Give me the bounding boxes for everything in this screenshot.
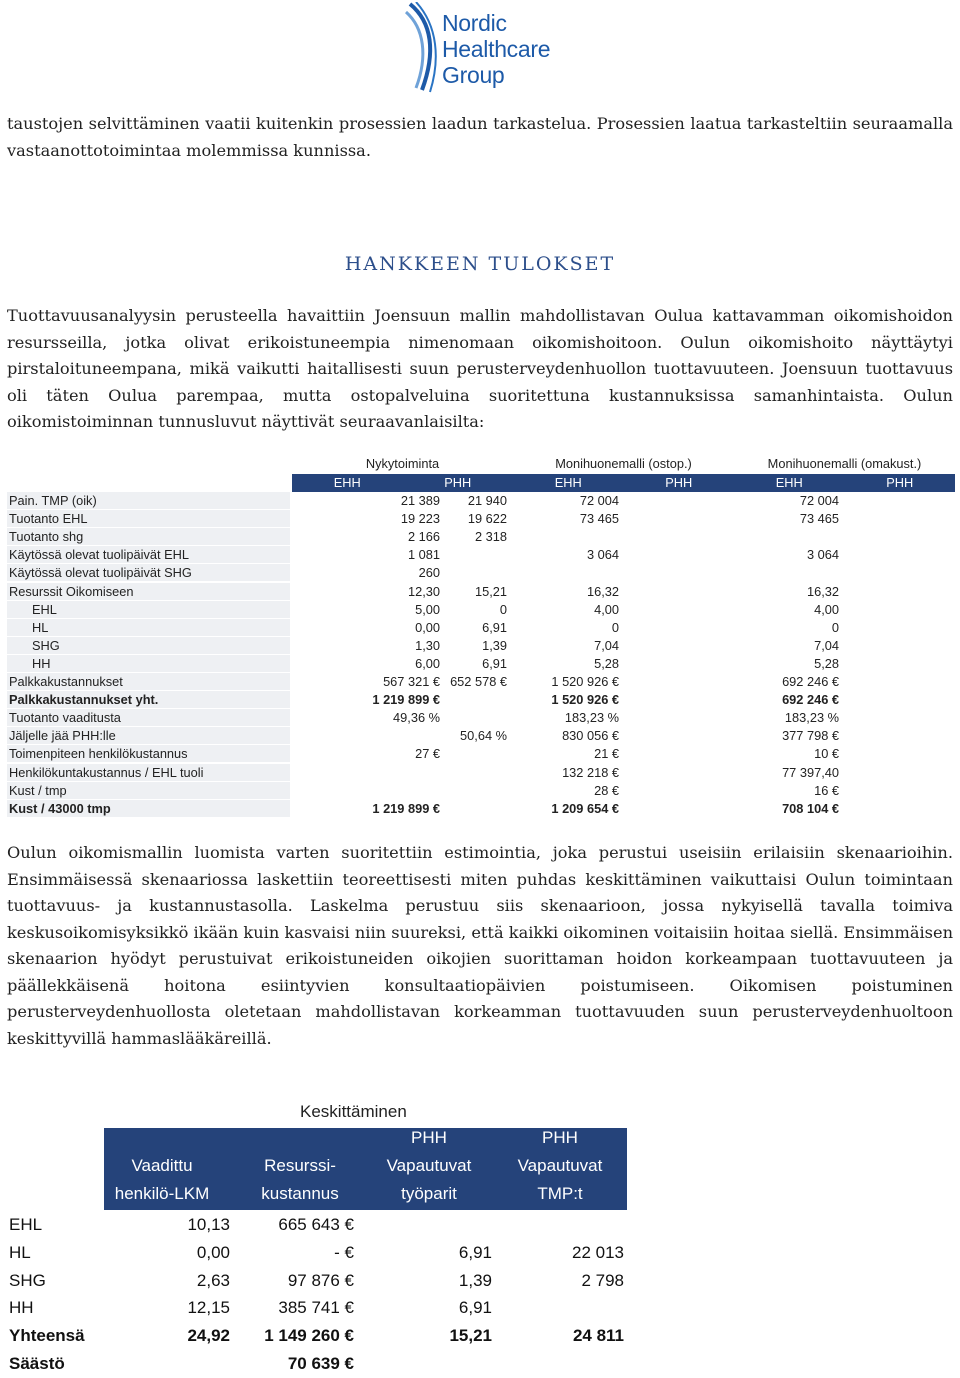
table-cell: 15,21 — [474, 583, 507, 599]
table-row — [7, 655, 955, 673]
table-cell: 10 € — [814, 746, 839, 762]
table-cell: 3 064 — [806, 547, 839, 563]
row-label: Toimenpiteen henkilökustannus — [7, 745, 290, 762]
table-cell: 0 — [499, 601, 507, 617]
table-row — [7, 564, 955, 582]
table-cell: 50,64 % — [460, 728, 507, 744]
table-cell: 2 166 — [407, 529, 440, 545]
header-line: Resurssi- — [264, 1156, 336, 1175]
table-cell: 21 389 — [400, 493, 440, 508]
table-cell: 19 223 — [400, 511, 440, 527]
table-cell: 385 741 € — [278, 1298, 354, 1318]
table-cell: 73 465 — [799, 511, 839, 527]
row-label: Pain. TMP (oik) — [7, 492, 290, 509]
intro-paragraph: taustojen selvittäminen vaatii kuitenkin prosessien laadun tarkastelua. Prosessien laatua tarkasteltiin seuraamalla vastaanottotoimintaa molemmissa kunnissa. — [7, 114, 953, 160]
table-cell: 1 520 926 € — [551, 674, 619, 689]
table-cell: 0,00 — [196, 1242, 230, 1262]
table-row — [7, 1211, 627, 1239]
header-line: Vapautuvat — [517, 1156, 603, 1175]
table-cell: 28 € — [594, 782, 619, 798]
table-cell: 5,28 — [594, 655, 619, 671]
table-row — [7, 800, 955, 818]
table-row — [7, 637, 955, 655]
row-label: Resurssit Oikomiseen — [7, 583, 290, 600]
header-required-staff — [104, 1152, 220, 1208]
row-label: SHG — [7, 637, 290, 654]
row-label: Jäljelle jää PHH:lle — [7, 727, 290, 744]
table-row — [7, 727, 955, 745]
table-cell: 49,36 % — [393, 710, 440, 726]
table-row — [7, 691, 955, 709]
subheader-cell: EHH — [333, 475, 361, 490]
group-header-current: Nykytoiminta — [365, 456, 440, 471]
table-cell: 15,21 — [449, 1326, 492, 1346]
row-label: HL — [9, 1242, 31, 1262]
table-cell: 1,39 — [482, 637, 507, 653]
header-line: PHH — [542, 1128, 578, 1147]
table-cell: 1,30 — [415, 637, 440, 653]
table-cell: 5,28 — [814, 655, 839, 671]
table-cell: 72 004 — [579, 493, 619, 508]
table-cell: 1 081 — [407, 547, 440, 563]
header-line: PHH — [411, 1128, 447, 1147]
header-line: kustannus — [261, 1184, 339, 1203]
table-cell: 7,04 — [594, 637, 619, 653]
table-cell: 21 940 — [467, 493, 507, 508]
table-cell: 6,91 — [482, 655, 507, 671]
table-cell: 5,00 — [415, 601, 440, 617]
table-cell: 652 578 € — [450, 674, 507, 689]
table-row — [7, 764, 955, 782]
subheader-cell: PHH — [665, 475, 693, 490]
subheader-row — [292, 474, 955, 492]
header-freed-pairs — [370, 1124, 488, 1208]
header-resource-cost — [240, 1152, 360, 1208]
logo-text — [442, 10, 550, 88]
row-label: HH — [9, 1298, 34, 1318]
scenario-paragraph: Oulun oikomismallin luomista varten suoritettiin estimointia, joka perustui useisiin erilaisiin skenaarioihin. Ensimmäisessä skenaariossa laskettiin teoreettisesti miten puhdas keskittäminen vaikuttaisi Oulun toimintaan tuottavuus- ja kustannustasolla. Laskelma perustuu siis skenaarioon, jossa nykyisellä tavalla toimiva keskusoikomisyksikkö ikään kuin kasvaisi niin suureksi, että kaikki oikominen voitaisiin hoitaa siellä. Ensimmäisen skenaarion hyödyt perustuivat erikoistuneiden oikojien suorittaman hoidon korkeampaan tuottavuuteen ja päällekkäisenä hoitona esiintyvien konsultaatiopäivien poistumiseen. Oikomisen poistuminen perusterveydenhuollosta oletetaan mahdollistavan korkeamman tuottavuuden suun perusterveydenhuoltoon keskittyvillä hammaslääkäreillä. — [7, 843, 953, 1048]
group-header-multiroom-purchase: Monihuonemalli (ostop.) — [555, 456, 692, 471]
table-row — [7, 492, 955, 510]
subheader-cell: PHH — [886, 475, 914, 490]
row-label: HL — [7, 619, 290, 636]
row-label: Tuotanto shg — [7, 528, 290, 545]
header-line: henkilö-LKM — [114, 1184, 210, 1203]
row-label: Säästö — [9, 1354, 65, 1373]
subheader-cell: PHH — [444, 475, 472, 490]
table-cell: 183,23 % — [784, 710, 839, 726]
table-cell: 692 246 € — [782, 674, 839, 689]
table-cell: 19 622 — [467, 511, 507, 527]
table-cell: 77 397,40 — [782, 764, 839, 780]
table-cell: 0,00 — [415, 619, 440, 635]
table-cell: 377 798 € — [782, 728, 839, 744]
table-cell: 567 321 € — [383, 674, 440, 689]
header-line: Vaadittu — [131, 1156, 193, 1175]
table-row — [7, 601, 955, 619]
table-cell: 6,00 — [415, 655, 440, 671]
table-cell: 2,63 — [196, 1270, 230, 1290]
table-cell: 830 056 € — [562, 728, 619, 744]
table-cell: 7,04 — [814, 637, 839, 653]
table-cell: 1 219 899 € — [372, 692, 440, 708]
table-row — [7, 510, 955, 528]
table-cell: 1 149 260 € — [264, 1326, 354, 1346]
table-cell: 3 064 — [586, 547, 619, 563]
table-cell: 24 811 — [572, 1326, 624, 1346]
row-label: EHL — [7, 601, 290, 618]
table-cell: 16,32 — [806, 583, 839, 599]
table-row — [7, 1294, 627, 1322]
table-cell: 665 643 € — [278, 1215, 354, 1234]
table-cell: 10,13 — [187, 1215, 230, 1234]
table-row — [7, 528, 955, 546]
table-row — [7, 782, 955, 800]
header-line: työparit — [401, 1184, 457, 1203]
table-cell: 27 € — [415, 746, 440, 762]
row-label: Käytössä olevat tuolipäivät EHL — [7, 546, 290, 563]
table-cell: 6,91 — [482, 619, 507, 635]
row-label: Tuotanto vaaditusta — [7, 709, 290, 726]
table-cell: 16,32 — [586, 583, 619, 599]
table-row — [7, 745, 955, 763]
table-cell: 708 104 € — [782, 800, 839, 816]
row-label: Kust / tmp — [7, 782, 290, 799]
row-label: Kust / 43000 tmp — [7, 800, 290, 817]
table-row — [7, 619, 955, 637]
table-cell: 1 219 899 € — [372, 800, 440, 816]
header-line: TMP:t — [537, 1184, 583, 1203]
table-row — [7, 673, 955, 691]
table-row — [7, 1322, 627, 1350]
table-cell: 6,91 — [458, 1298, 492, 1318]
subheader-cell: EHH — [775, 475, 803, 490]
table-cell: 72 004 — [799, 493, 839, 508]
scenario-table-title: Keskittäminen — [300, 1102, 407, 1121]
table-cell: 1 520 926 € — [551, 692, 619, 708]
row-label: Käytössä olevat tuolipäivät SHG — [7, 564, 290, 581]
table-cell: 12,30 — [407, 583, 440, 599]
scenario-table-header — [104, 1128, 627, 1210]
table-row — [7, 1350, 627, 1378]
table-cell: 12,15 — [187, 1298, 230, 1318]
table-cell: 1,39 — [458, 1270, 492, 1290]
table-row — [7, 546, 955, 564]
logo-swoosh-icon — [402, 2, 446, 94]
table-cell: 70 639 € — [287, 1354, 354, 1373]
table-cell: 22 013 — [572, 1242, 624, 1262]
table-cell: 1 209 654 € — [551, 800, 619, 816]
company-logo — [402, 2, 572, 94]
table-cell: 4,00 — [594, 601, 619, 617]
table-cell: 97 876 € — [287, 1270, 354, 1290]
subheader-cell: EHH — [554, 475, 582, 490]
table-cell: 16 € — [814, 782, 839, 798]
table-cell: 692 246 € — [782, 692, 839, 708]
logo-line-3: Group — [442, 62, 505, 88]
row-label: Henkilökuntakustannus / EHL tuoli — [7, 764, 290, 781]
logo-line-2: Healthcare — [442, 36, 551, 62]
table-cell: 2 798 — [581, 1270, 624, 1290]
row-label: Palkkakustannukset yht. — [7, 691, 290, 708]
row-label: Tuotanto EHL — [7, 510, 290, 527]
row-label: Yhteensä — [9, 1326, 85, 1346]
table-cell: 183,23 % — [564, 710, 619, 726]
header-line: Vapautuvat — [386, 1156, 472, 1175]
table-cell: 0 — [611, 619, 619, 635]
table-row — [7, 709, 955, 727]
table-cell: 132 218 € — [562, 764, 619, 780]
table-cell: 4,00 — [814, 601, 839, 617]
table-cell: 24,92 — [187, 1326, 230, 1346]
row-label: HH — [7, 655, 290, 672]
table-cell: 2 318 — [474, 529, 507, 545]
table-cell: 21 € — [594, 746, 619, 762]
group-header-multiroom-own: Monihuonemalli (omakust.) — [767, 456, 922, 471]
table-cell: 260 — [418, 565, 440, 581]
section-heading: HANKKEEN TULOKSET — [344, 253, 616, 275]
row-label: SHG — [9, 1270, 46, 1290]
table-cell: 0 — [831, 619, 839, 635]
results-paragraph: Tuottavuusanalyysin perusteella havaittiin Joensuun mallin mahdollistavan Oulua kattavamman oikomishoidon resursseilla, jotka olivat erikoistuneempia nimenomaan oikomishoitoon. Oulun oikomishoito näyttäytyi pirstaloituneempana, mikä vaikutti haitallisesti suun perusterveydenhuollon tuottavuuteen. Joensuun tuottavuus oli täten Oulua parempaa, mutta ostopalveluina suoritettuna kustannuksissa samanhintaista. Oulun oikomistoiminnan tunnusluvut näyttivät seuraavanlaisilta: — [7, 306, 953, 431]
header-freed-tmp — [498, 1124, 622, 1208]
logo-line-1: Nordic — [442, 10, 507, 36]
table-cell: - € — [334, 1242, 354, 1262]
row-label: EHL — [9, 1215, 43, 1234]
table-cell: 73 465 — [579, 511, 619, 527]
table-row — [7, 1239, 627, 1267]
table-row — [7, 1267, 627, 1295]
table-cell: 6,91 — [458, 1242, 492, 1262]
row-label: Palkkakustannukset — [7, 673, 290, 690]
table-row — [7, 583, 955, 601]
